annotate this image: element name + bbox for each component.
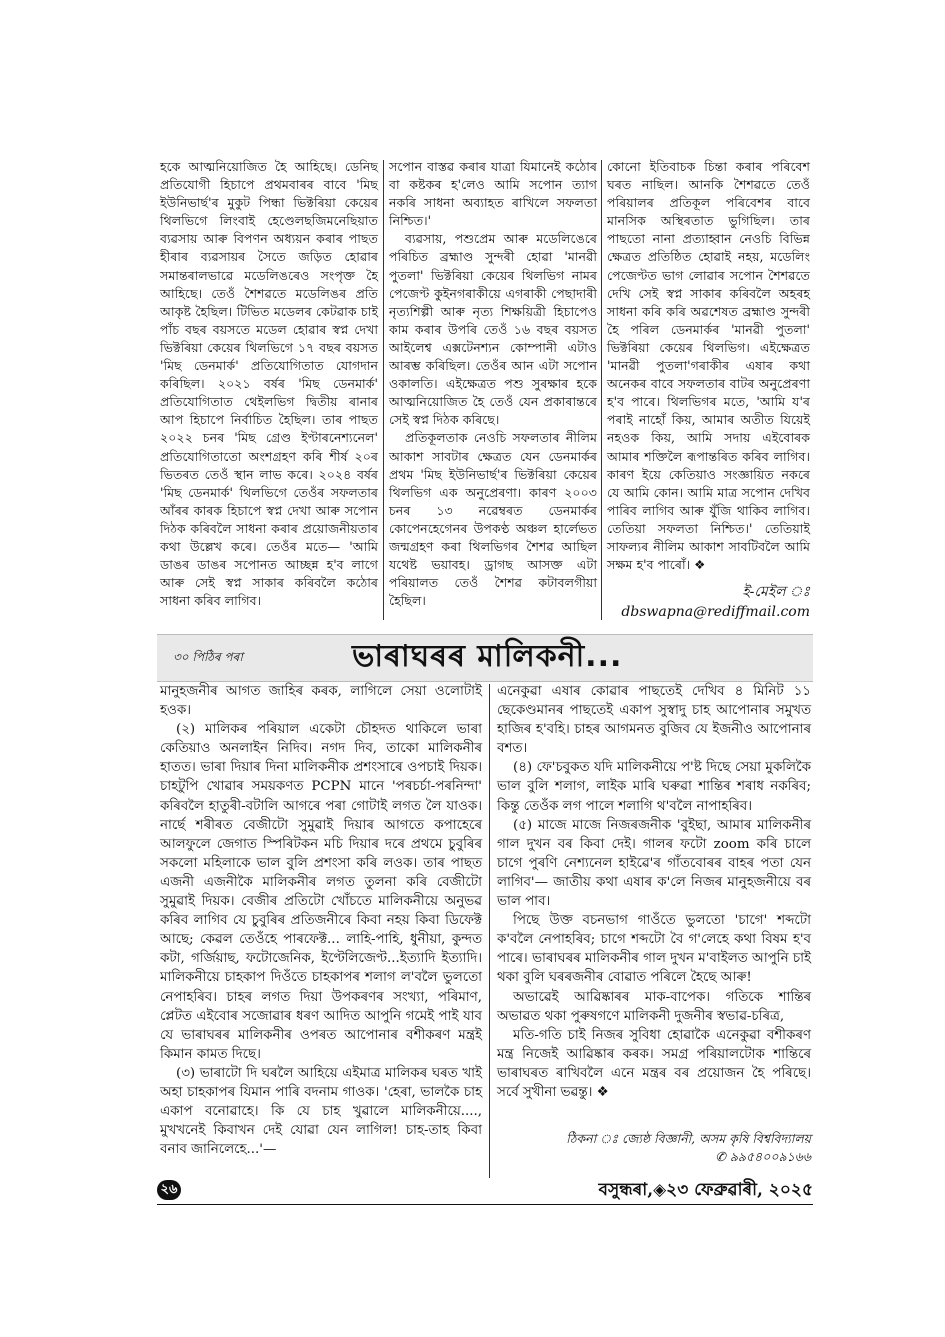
- author-email-block: [607, 582, 810, 622]
- page-number: ২৬: [157, 1180, 181, 1200]
- paragraph: মানুহজনীৰ আগত জাহিৰ কৰক, লাগিলে সেয়া ওলোটাই হওক।: [160, 684, 482, 719]
- paragraph: (৪) ফে'চবুকত যদি মালিকনীয়ে প'ষ্ট দিছে সেয়া মুকলিকৈ ভাল বুলি শলাগ, লাইক মাৰি ঘৰুৱা শান্তিৰ শৰাধ নকৰিব; কিন্তু তেওঁক লগ পালে শলাগি থ'বলৈ নাপাহৰিব।: [497, 760, 811, 814]
- email-label: ই-মেইল ঃ: [742, 584, 810, 600]
- publication-footer: বসুন্ধৰা,◈২৩ ফেব্ৰুৱাৰী, ২০২৫: [598, 1180, 813, 1200]
- paragraph: হকে আত্মনিয়োজিত হৈ আহিছে। ডেনিছ প্ৰতিযোগী হিচাপে প্ৰথমবাৰৰ বাবে 'মিছ ইউনিভাৰ্ছ'ৰ মুকুট পিন্ধা ভিক্টৰিয়া কেয়েৰ থিলভিগে লিংবাই হেণ্ডেলছজিমনেছিয়াত ব্যৱসায় আৰু বিপণন অধ্যয়ন কৰাৰ পাছত হীৰাৰ ব্যৱসায়ৰ সৈতে জড়িত হোৱাৰ সমান্তৰালভাৱে মডেলিঙৰেও সংপৃক্ত হৈ আহিছে। তেওঁ শৈশৱতে মডেলিঙৰ প্ৰতি আকৃষ্ট হৈছিল। টিভিত মডেলৰ কেটৱাক চাই পাঁচ বছৰ বয়সতে মডেল হোৱাৰ স্বপ্ন দেখা ভিক্টৰিয়া কেয়েৰ থিলভিগে ১৭ বছৰ বয়সত 'মিছ ডেনমাৰ্ক' প্ৰতিযোগিতাত যোগদান কৰিছিল। ২০২১ বৰ্ষৰ 'মিছ ডেনমাৰ্ক' প্ৰতিযোগিতাত থেইলভিগ দ্বিতীয় ৰানাৰ আপ হিচাপে নিৰ্বাচিত হৈছিল। তাৰ পাছত ২০২২ চনৰ 'মিছ গ্ৰেণ্ড ইণ্টাৰনেশ্যনেল' প্ৰতিযোগিতাতো অংশগ্ৰহণ কৰি শীৰ্ষ ২০ৰ ভিতৰত তেওঁ স্থান লাভ কৰে। ২০২৪ বৰ্ষৰ 'মিছ ডেনমাৰ্ক' থিলভিগে তেওঁৰ সফলতাৰ আঁৰৰ কাৰক হিচাপে স্বপ্ন দেখা আৰু সপোন দিঠক কৰিবলৈ সাধনা কৰাৰ প্ৰয়োজনীয়তাৰ কথা উল্লেখ কৰে। তেওঁৰ মতে— 'আমি ডাঙৰ ডাঙৰ সপোনত আচ্ছন্ন হ'ব লাগে আৰু সেই স্বপ্ন সাকাৰ কৰিবলৈ কঠোৰ সাধনা কৰিব লাগিব।: [160, 159, 378, 609]
- author-address-block: [497, 1130, 811, 1166]
- paragraph: প্ৰতিকূলতাক নেওচি সফলতাৰ নীলিম আকাশ সাবটাৰ ক্ষেত্ৰত যেন ডেনমাৰ্কৰ প্ৰথম 'মিছ ইউনিভাৰ্ছ'ৰ ভিক্টৰিয়া কেয়েৰ থিলভিগ এক অনুপ্ৰেৰণা। কাৰণ ২০০৩ চনৰ ১৩ নৱেম্বৰত ডেনমাৰ্কৰ কোপেনহেগেনৰ উপকণ্ঠ অঞ্চল হাৰ্লেভত জন্মগ্ৰহণ কৰা থিলভিগৰ শৈশৱ আছিল যথেষ্ট ভয়াবহ। ড্ৰাগছ আসক্ত এটা পৰিয়ালত তেওঁ শৈশৱ কটাবলগীয়া হৈছিল।: [389, 430, 597, 609]
- column-divider: [383, 160, 384, 620]
- continued-from-note: ৩০ পিঠিৰ পৰা: [173, 650, 243, 664]
- column-divider: [601, 160, 602, 620]
- paragraph: (৩) ভাৰাটো দি ঘৰলৈ আহিয়ে এইমাত্ৰ মালিকৰ ঘৰত খাই অহা চাহকাপৰ যিমান পাৰি বদনাম গাওক। 'হেৰা, ভালকৈ চাহ একাপ বনোৱাহে। কি যে চাহ খুৱালে মালিকনীয়ে...., মুখখনেই কিবাখন দেই যোৱা যেন লাগিল! চাহ-তাহ কিবা বনাব জানিলেহে...'—: [160, 1065, 482, 1158]
- paragraph: সপোন বাস্তৱ কৰাৰ যাত্ৰা যিমানেই কঠোৰ বা কষ্টকৰ হ'লেও আমি সপোন ত্যাগ নকৰি সাধনা অব্যাহত ৰাখিলে সফলতা নিশ্চিত।': [389, 159, 597, 229]
- article1-column-2: [389, 158, 597, 610]
- paragraph: (৫) মাজে মাজে নিজৰজনীক 'বুইছা, আমাৰ মালিকনীৰ গাল দুখন বৰ কিবা দেই। গালৰ ফটো zoom কৰি চালে চাগে পুৰণি নেশ্যনেল হাইৱে'ৰ গাঁতবোৰৰ বাহৰ পতা যেন লাগিব'— জাতীয় কথা এষাৰ ক'লে নিজৰ মানুহজনীয়ে বৰ ভাল পাব।: [497, 817, 811, 910]
- paragraph: পিছে উক্ত বচনভাগ গাওঁতে ভুলতো 'চাগে' শব্দটো ক'বলৈ নেপাহৰিব; চাগে শব্দটো বৈ গ'লেহে কথা বিষম হ'ব পাৰে। ভাৰাঘৰৰ মালিকনীৰ গাল দুখন ম'বাইলত আপুনি চাই থকা বুলি ঘৰৰজনীৰ বোৱাত পৰিলে হৈছে আৰু!: [497, 913, 811, 986]
- paragraph: অভাৱেই আৱিষ্কাৰৰ মাক-বাপেক। গতিকে শান্তিৰ অভাৱত থকা পুৰুষগণে মালিকনী দুজনীৰ স্বভাৱ-চৰিত্ৰ,: [497, 989, 811, 1024]
- article1-column-3: [607, 158, 810, 574]
- article-title: ভাৰাঘৰৰ মালিকনী...: [352, 639, 623, 674]
- column-divider: [489, 684, 490, 1178]
- email-address: dbswapna@rediffmail.com: [621, 604, 810, 620]
- footer-rule: [157, 1204, 813, 1205]
- article2-column-1: [160, 682, 482, 1159]
- author-phone: ✆ ৯৯৫৪০০৯১৬৬: [715, 1149, 811, 1164]
- author-address: ঠিকনা ঃ জ্যেষ্ঠ বিজ্ঞানী, অসম কৃষি বিশ্ববিদ্যালয়: [566, 1131, 811, 1146]
- paragraph: ব্যৱসায়, পশুপ্ৰেম আৰু মডেলিঙেৰে পৰিচিত ব্ৰহ্মাণ্ড সুন্দৰী হোৱা 'মানৱী পুতলা' ভিক্টৰিয়া কেয়েৰ থিলভিগ নামৰ পেজেণ্ট কুইনগৰাকীয়ে এগৰাকী পেছাদাৰী নৃত্যশিল্পী আৰু নৃত্য শিক্ষয়িত্ৰী হিচাপেও কাম কৰাৰ উপৰি তেওঁ ১৬ বছৰ বয়সত আইলেশ্ব এক্সটেনশ্যন কোম্পানী এটাও আৰম্ভ কৰিছিল। তেওঁৰ আন এটা সপোন ওকালতি। এইক্ষেত্ৰত পশু সুৰক্ষাৰ হকে আত্মনিয়োজিত হৈ তেওঁ যেন প্ৰকাৰান্তৰে সেই স্বপ্ন দিঠক কৰিছে।: [389, 231, 597, 428]
- paragraph: মতি-গতি চাই নিজৰ সুবিধা হোৱাকৈ এনেকুৱা বশীকৰণ মন্ত্ৰ নিজেই আৱিষ্কাৰ কৰক। সমগ্ৰ পৰিয়ালটোক শান্তিৰে ভাৰাঘৰত ৰাখিবলৈ এনে মন্ত্ৰৰ বৰ প্ৰয়োজন হৈ পৰিছে। সৰ্বে সুখীনা ভৱন্তু। ❖: [497, 1027, 811, 1100]
- paragraph: এনেকুৱা এষাৰ কোৱাৰ পাছতেই দেখিব ৪ মিনিট ১১ ছেকেণ্ডমানৰ পাছতেই একাপ সুস্বাদু চাহ আপোনাৰ সমুখত হাজিৰ হ'বহি। চাহৰ আগমনত বুজিব যে ইজনীও আপোনাৰ বশত।: [497, 684, 811, 757]
- continued-article-banner: [157, 634, 813, 682]
- paragraph: কোনো ইতিবাচক চিন্তা কৰাৰ পৰিবেশ ঘৰত নাছিল। আনকি শৈশৱতে তেওঁ পৰিয়ালৰ প্ৰতিকূল পৰিবেশৰ বাবে মানসিক অস্থিৰতাত ভুগিছিল। তাৰ পাছতো নানা প্ৰত্যাহ্বান নেওচি বিভিন্ন ক্ষেত্ৰত প্ৰতিষ্ঠিত হোৱাই নহয়, মডেলিং পেজেণ্টত ভাগ লোৱাৰ সপোন শৈশৱতে দেখি সেই স্বপ্ন সাকাৰ কৰিবলৈ অহৰহ সাধনা কৰি কৰি অৱশেষত ব্ৰহ্মাণ্ড সুন্দৰী হৈ পৰিল ডেনমাৰ্কৰ 'মানৱী পুতলা' ভিক্টৰিয়া কেয়েৰ থিলভিগ। এইক্ষেত্ৰত 'মানৱী পুতলা'গৰাকীৰ এষাৰ কথা অনেকৰ বাবে সফলতাৰ বাটৰ অনুপ্ৰেৰণা হ'ব পাৰে। থিলভিগৰ মতে, 'আমি য'ৰ পৰাই নাহোঁ কিয়, আমাৰ অতীত যিয়েই নহওক কিয়, আমি সদায় এইবোৰক আমাৰ শক্তিলৈ ৰূপান্তৰিত কৰিব লাগিব। কাৰণ ইয়ে কেতিয়াও সংজ্ঞায়িত নকৰে যে আমি কোন। আমি মাত্ৰ সপোন দেখিব পাৰিব লাগিব আৰু যুঁজি থাকিব লাগিব। তেতিয়া সফলতা নিশ্চিত।' তেতিয়াই সাফল্যৰ নীলিম আকাশ সাবটিবলৈ আমি সক্ষম হ'ব পাৰোঁ। ❖: [607, 159, 810, 573]
- article1-column-1: [160, 158, 378, 610]
- paragraph: (২) মালিকৰ পৰিয়াল একেটা চৌহদত থাকিলে ভাৰা কেতিয়াও অনলাইন নিদিব। নগদ দিব, তাকো মালিকনীৰ হাতত। ভাৰা দিয়াৰ দিনা মালিকনীক প্ৰশংসাৰে ওপচাই দিয়ক। চাহটুপি খোৱাৰ সময়কণত PCPN মানে 'পৰচৰ্চা-পৰনিন্দা' কৰিবলৈ হাতুৰী-বটালি আগৰে পৰা গোটাই লগত লৈ যাওক। নাৰ্ছে শৰীৰত বেজীটো সুমুৱাই দিয়াৰ আগতে কপাহেৰে আলফুলে জেগাত স্পিৰিটকন মচি দিয়াৰ দৰে প্ৰথমে চুবুৰিৰ সকলো মহিলাকে ভাল বুলি প্ৰশংসা কৰি লওক। তাৰ পাছত এজনী এজনীকৈ মালিকনীৰ লগত তুলনা কৰি বেজীটো সুমুৱাই দিয়ক। বেজীৰ প্ৰতিটো খোঁচতে মালিকনীয়ে অনুভৱ কৰিব লাগিব যে চুবুৰিৰ প্ৰতিজনীৰে কিবা নহয় কিবা ডিফেক্ট আছে; কেৱল তেওঁহে পাৰফেক্ট... লাহি-পাহি, ধুনীয়া, কুন্দত কটা, গৰ্জিয়াছ, ফটোজেনিক, ইণ্টেলিজেণ্ট...ইত্যাদি ইত্যাদি। মালিকনীয়ে চাহকাপ দিওঁতে চাহকাপৰ শলাগ ল'বলৈ ভুলতো নেপাহৰিব। চাহৰ লগত দিয়া উপকৰণৰ সংখ্যা, পৰিমাণ, প্লেটত এইবোৰ সজোৱাৰ ধৰণ আদিত আপুনি গমেই পাই যাব যে ভাৰাঘৰৰ মালিকনীৰ ওপৰত আপোনাৰ বশীকৰণ মন্ত্ৰই কিমান কামত দিছে।: [160, 722, 482, 1062]
- article2-column-2: [497, 682, 811, 1102]
